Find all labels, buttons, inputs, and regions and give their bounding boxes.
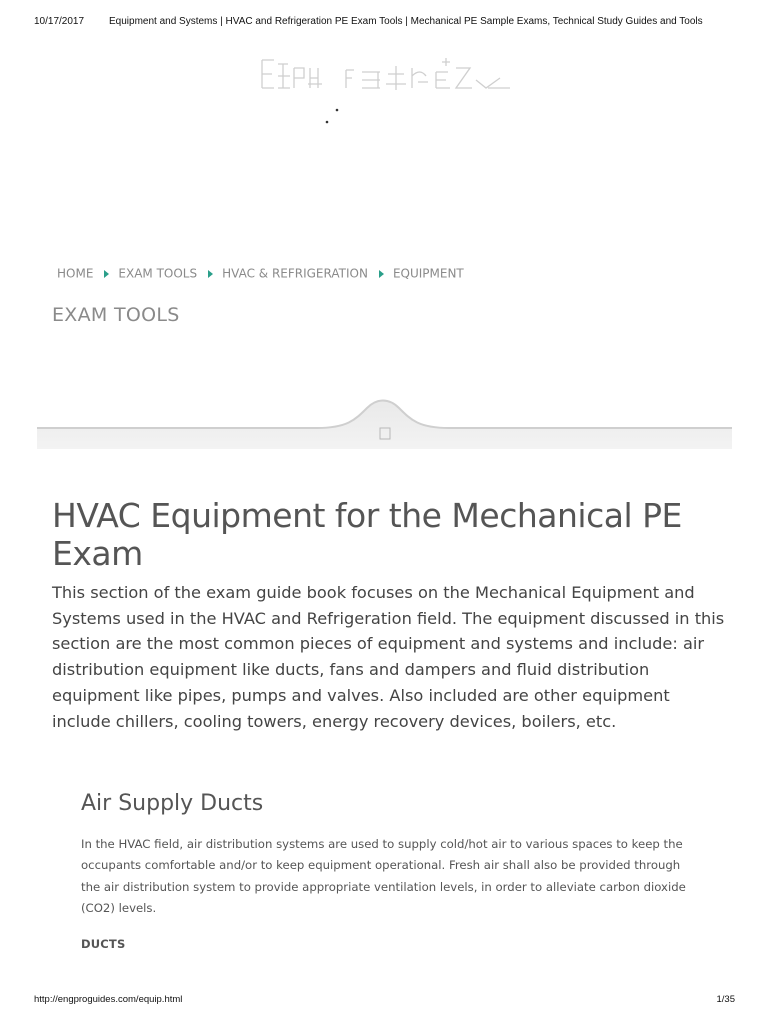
- air-supply-heading: Air Supply Ducts: [81, 791, 264, 816]
- intro-paragraph: This section of the exam guide book focuses on the Mechanical Equipment and Systems used in the HVAC and Refrigeration field. The equipment discussed in this section are the most common pieces of equipment and systems and include: air distribution equipment like ducts, fans and dampers and fluid distribution equipment like pipes, pumps and valves. Also included are other equipment include chillers, cooling towers, energy recovery devices, boilers, etc.: [52, 583, 725, 731]
- breadcrumb-home[interactable]: HOME: [57, 266, 94, 281]
- print-page-number: 1/35: [716, 994, 735, 1005]
- breadcrumb-equipment[interactable]: EQUIPMENT: [392, 266, 464, 281]
- breadcrumb: [57, 266, 464, 281]
- print-date: 10/17/2017: [34, 16, 85, 27]
- air-supply-paragraph: In the HVAC field, air distribution systems are used to supply cold/hot air to various spaces to keep the occupants comfortable and/or to keep equipment operational. Fresh air shall also be provided through the air distribution system to provide appropriate ventilation levels, in order to alleviate carbon dioxide (CO2) levels.: [81, 837, 686, 915]
- triangle-right-icon: [379, 270, 384, 278]
- page-title: HVAC Equipment for the Mechanical PE Exam: [52, 496, 682, 573]
- print-title: Equipment and Systems | HVAC and Refrigeration PE Exam Tools | Mechanical PE Sample Exams, Technical Study Guides and Tools: [109, 16, 703, 27]
- triangle-right-icon: [104, 270, 109, 278]
- print-url: http://engproguides.com/equip.html: [34, 994, 183, 1005]
- site-logo[interactable]: [258, 54, 514, 124]
- section-heading: EXAM TOOLS: [52, 304, 180, 326]
- ducts-label: DUCTS: [81, 937, 126, 951]
- section-divider-band: [37, 392, 732, 449]
- triangle-right-icon: [208, 270, 213, 278]
- breadcrumb-exam-tools[interactable]: EXAM TOOLS: [118, 266, 198, 281]
- breadcrumb-hvac-refrigeration[interactable]: HVAC & REFRIGERATION: [222, 266, 368, 281]
